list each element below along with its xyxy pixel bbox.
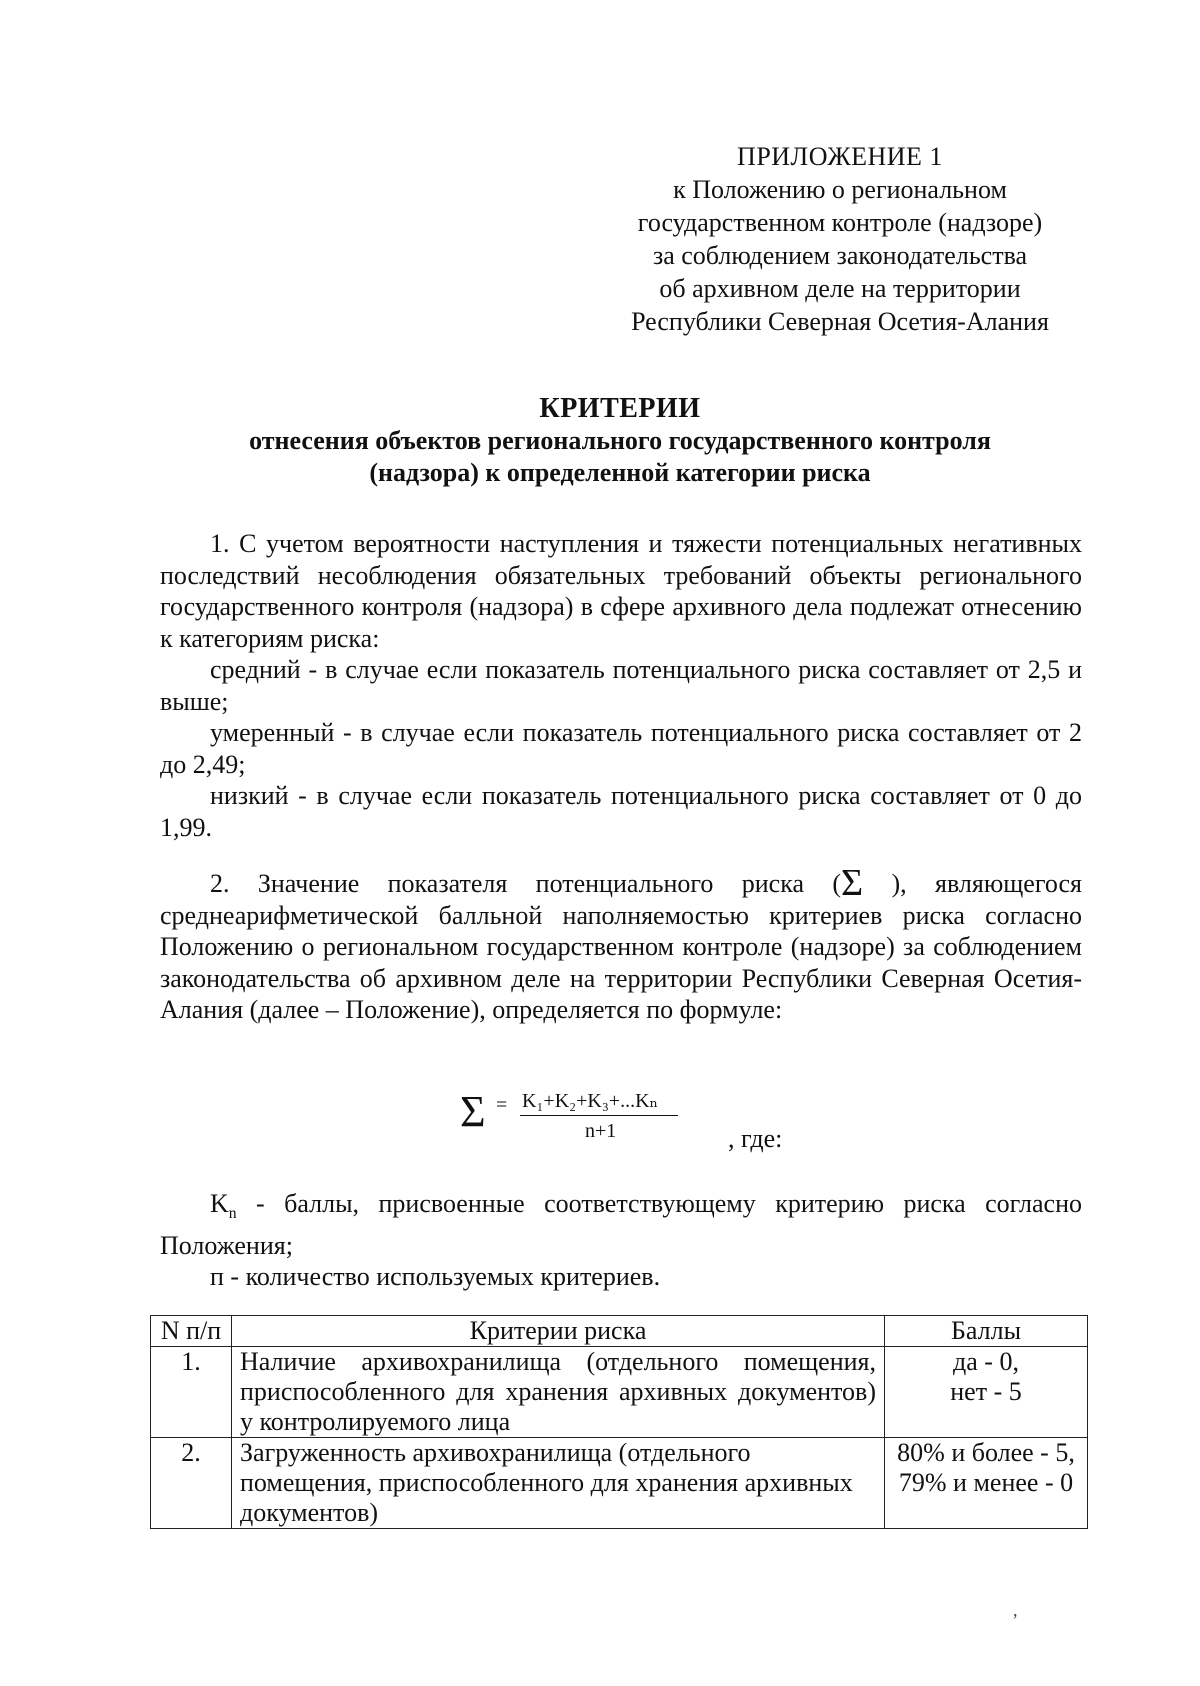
table-row bbox=[151, 1438, 1088, 1529]
header-num: N п/п bbox=[151, 1316, 232, 1347]
row-2-score bbox=[885, 1438, 1088, 1529]
formula-numerator: K₁+K₂+K₃+...Kₙ bbox=[522, 1090, 659, 1112]
row-2-score-high: 80% и более - 5, bbox=[897, 1438, 1075, 1467]
formula-sigma: Σ bbox=[460, 1087, 486, 1136]
section-2-before-sigma: 2. Значение показателя потенциального риска ( bbox=[210, 869, 842, 898]
header-score: Баллы bbox=[885, 1316, 1088, 1347]
row-1-score-no: нет - 5 bbox=[950, 1377, 1022, 1406]
formula-denominator: n+1 bbox=[585, 1120, 617, 1142]
heading-subtitle-line-2: (надзора) к определенной категории риска bbox=[369, 458, 871, 487]
risk-category-medium: средний - в случае если показатель потенциального риска составляет от 2,5 и выше; bbox=[160, 655, 1082, 716]
row-2-score-low: 79% и менее - 0 bbox=[898, 1468, 1074, 1497]
section-1 bbox=[160, 528, 1082, 843]
appendix-line-1: к Положению о региональном bbox=[673, 175, 1007, 204]
formula-fraction-bar bbox=[520, 1115, 678, 1116]
row-1-criteria: Наличие архивохранилища (отдельного помещения, приспособленного для хранения архивных документов) у контролируемого лица bbox=[232, 1347, 885, 1438]
criteria-table bbox=[150, 1315, 1088, 1529]
header-criteria: Критерии риска bbox=[232, 1316, 885, 1347]
appendix-line-5: Республики Северная Осетия-Алания bbox=[631, 307, 1049, 336]
heading-main: КРИТЕРИИ bbox=[539, 393, 701, 424]
page-mark: , bbox=[1013, 1600, 1018, 1620]
section-2-after-sigma: ), являющегося среднеарифметической балльной наполняемостью критериев риска согласно Положению о региональном государственном контроле (надзоре) за соблюдением законодательства об архивном деле на территории Республики Северная Осетия-Алания (далее – Положение), определяется по формуле: bbox=[160, 869, 1082, 1024]
sigma-symbol-inline: Σ bbox=[841, 862, 864, 904]
definition-n: п - количество используемых критериев. bbox=[210, 1262, 661, 1292]
risk-formula bbox=[460, 1088, 820, 1158]
row-1-score bbox=[885, 1347, 1088, 1438]
document-heading bbox=[150, 393, 1090, 489]
table-row bbox=[151, 1347, 1088, 1438]
risk-category-moderate: умеренный - в случае если показатель потенциального риска составляет от 2 до 2,49; bbox=[160, 718, 1082, 779]
appendix-line-4: об архивном деле на территории bbox=[659, 274, 1021, 303]
row-2-criteria: Загруженность архивохранилища (отдельного помещения, приспособленного для хранения архивных документов) bbox=[232, 1438, 885, 1529]
appendix-line-2: государственном контроле (надзоре) bbox=[637, 208, 1043, 237]
heading-subtitle-line-1: отнесения объектов регионального государственного контроля bbox=[249, 426, 991, 455]
formula-where: , где: bbox=[728, 1124, 783, 1153]
kn-subscript: n bbox=[228, 1205, 237, 1223]
definitions bbox=[160, 1188, 1082, 1293]
formula-equals: = bbox=[496, 1094, 508, 1116]
appendix-header bbox=[600, 140, 1080, 338]
appendix-line-3: за соблюдением законодательства bbox=[652, 241, 1028, 270]
definition-kn bbox=[160, 1188, 1082, 1261]
appendix-title: ПРИЛОЖЕНИЕ 1 bbox=[737, 142, 943, 171]
kn-symbol: K bbox=[210, 1189, 229, 1218]
section-2-text bbox=[160, 862, 1082, 1026]
table-header-row bbox=[151, 1316, 1088, 1347]
row-1-score-yes: да - 0, bbox=[953, 1347, 1019, 1376]
section-2 bbox=[160, 862, 1082, 1026]
row-1-num: 1. bbox=[151, 1347, 232, 1438]
row-2-num: 2. bbox=[151, 1438, 232, 1529]
kn-text: - баллы, присвоенные соответствующему критерию риска согласно Положения; bbox=[160, 1189, 1082, 1260]
section-1-intro: 1. С учетом вероятности наступления и тяжести потенциальных негативных последствий несоблюдения обязательных требований объекты регионального государственного контроля (надзора) в сфере архивного дела подлежат отнесению к категориям риска: bbox=[160, 529, 1082, 653]
risk-category-low: низкий - в случае если показатель потенциального риска составляет от 0 до 1,99. bbox=[160, 781, 1082, 842]
